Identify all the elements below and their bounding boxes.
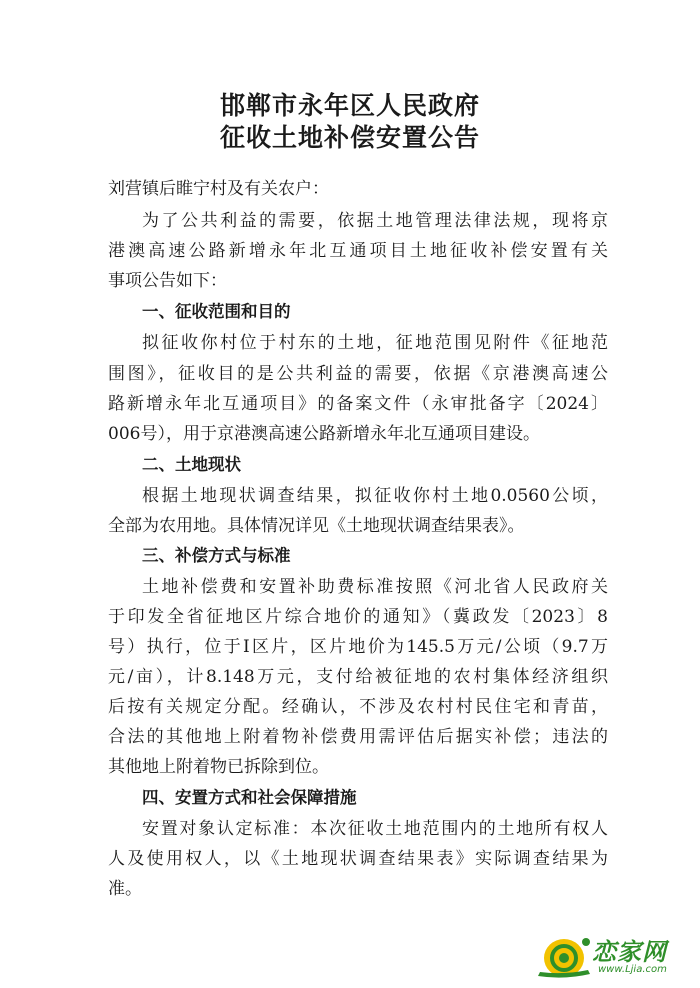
paragraph-line: 006号），用于京港澳高速公路新增永年北互通项目建设。 (108, 424, 540, 444)
paragraph-line: 土地补偿费和安置补助费标准按照《河北省人民政府关 (142, 577, 608, 597)
paragraph-line: 港澳高速公路新增永年北互通项目土地征收补偿安置有关 (108, 241, 608, 261)
section-heading-1: 一、征收范围和目的 (142, 302, 291, 321)
section-heading-3: 三、补偿方式与标准 (142, 546, 291, 565)
paragraph-line: 后按有关规定分配。经确认，不涉及农村村民住宅和青苗， (108, 697, 608, 717)
paragraph-line: 全部为农用地。具体情况详见《土地现状调查结果表》。 (108, 516, 525, 536)
title-line-1: 邯郸市永年区人民政府 (219, 91, 480, 120)
paragraph-line: 为了公共利益的需要，依据土地管理法律法规，现将京 (142, 211, 608, 231)
watermark-url: www.Ljia.com (598, 964, 667, 975)
paragraph-line: 人及使用权人，以《土地现状调查结果表》实际调查结果为 (108, 849, 608, 869)
paragraph-line: 根据土地现状调查结果，拟征收你村土地0.0560公顷， (142, 486, 608, 506)
title-line-2: 征收土地补偿安置公告 (219, 123, 480, 152)
paragraph-line: 事项公告如下： (108, 271, 227, 291)
paragraph-line: 元/亩），计8.148万元，支付给被征地的农村集体经济组织 (108, 667, 608, 687)
paragraph-line: 号）执行，位于Ⅰ区片，区片地价为145.5万元/公顷（9.7万 (108, 637, 608, 657)
paragraph-line: 围图》，征收目的是公共利益的需要，依据《京港澳高速公 (108, 364, 608, 384)
addressee: 刘营镇后睢宁村及有关农户： (108, 179, 329, 199)
section-heading-4: 四、安置方式和社会保障措施 (142, 788, 357, 807)
paragraph-line: 安置对象认定标准：本次征收土地范围内的土地所有权人 (142, 819, 608, 839)
paragraph-line: 合法的其他地上附着物补偿费用需评估后据实补偿；违法的 (108, 727, 608, 747)
watermark-brand: 恋家网 (592, 938, 667, 966)
paragraph-line: 其他地上附着物已拆除到位。 (108, 757, 329, 777)
paragraph-line: 于印发全省征地区片综合地价的通知》（冀政发〔2023〕8 (108, 607, 608, 627)
paragraph-line: 路新增永年北互通项目》的备案文件（永审批备字〔2024〕 (108, 394, 608, 414)
paragraph-line: 准。 (108, 879, 142, 899)
paragraph-line: 拟征收你村位于村东的土地，征地范围见附件《征地范 (142, 333, 608, 353)
section-heading-2: 二、土地现状 (142, 455, 241, 474)
